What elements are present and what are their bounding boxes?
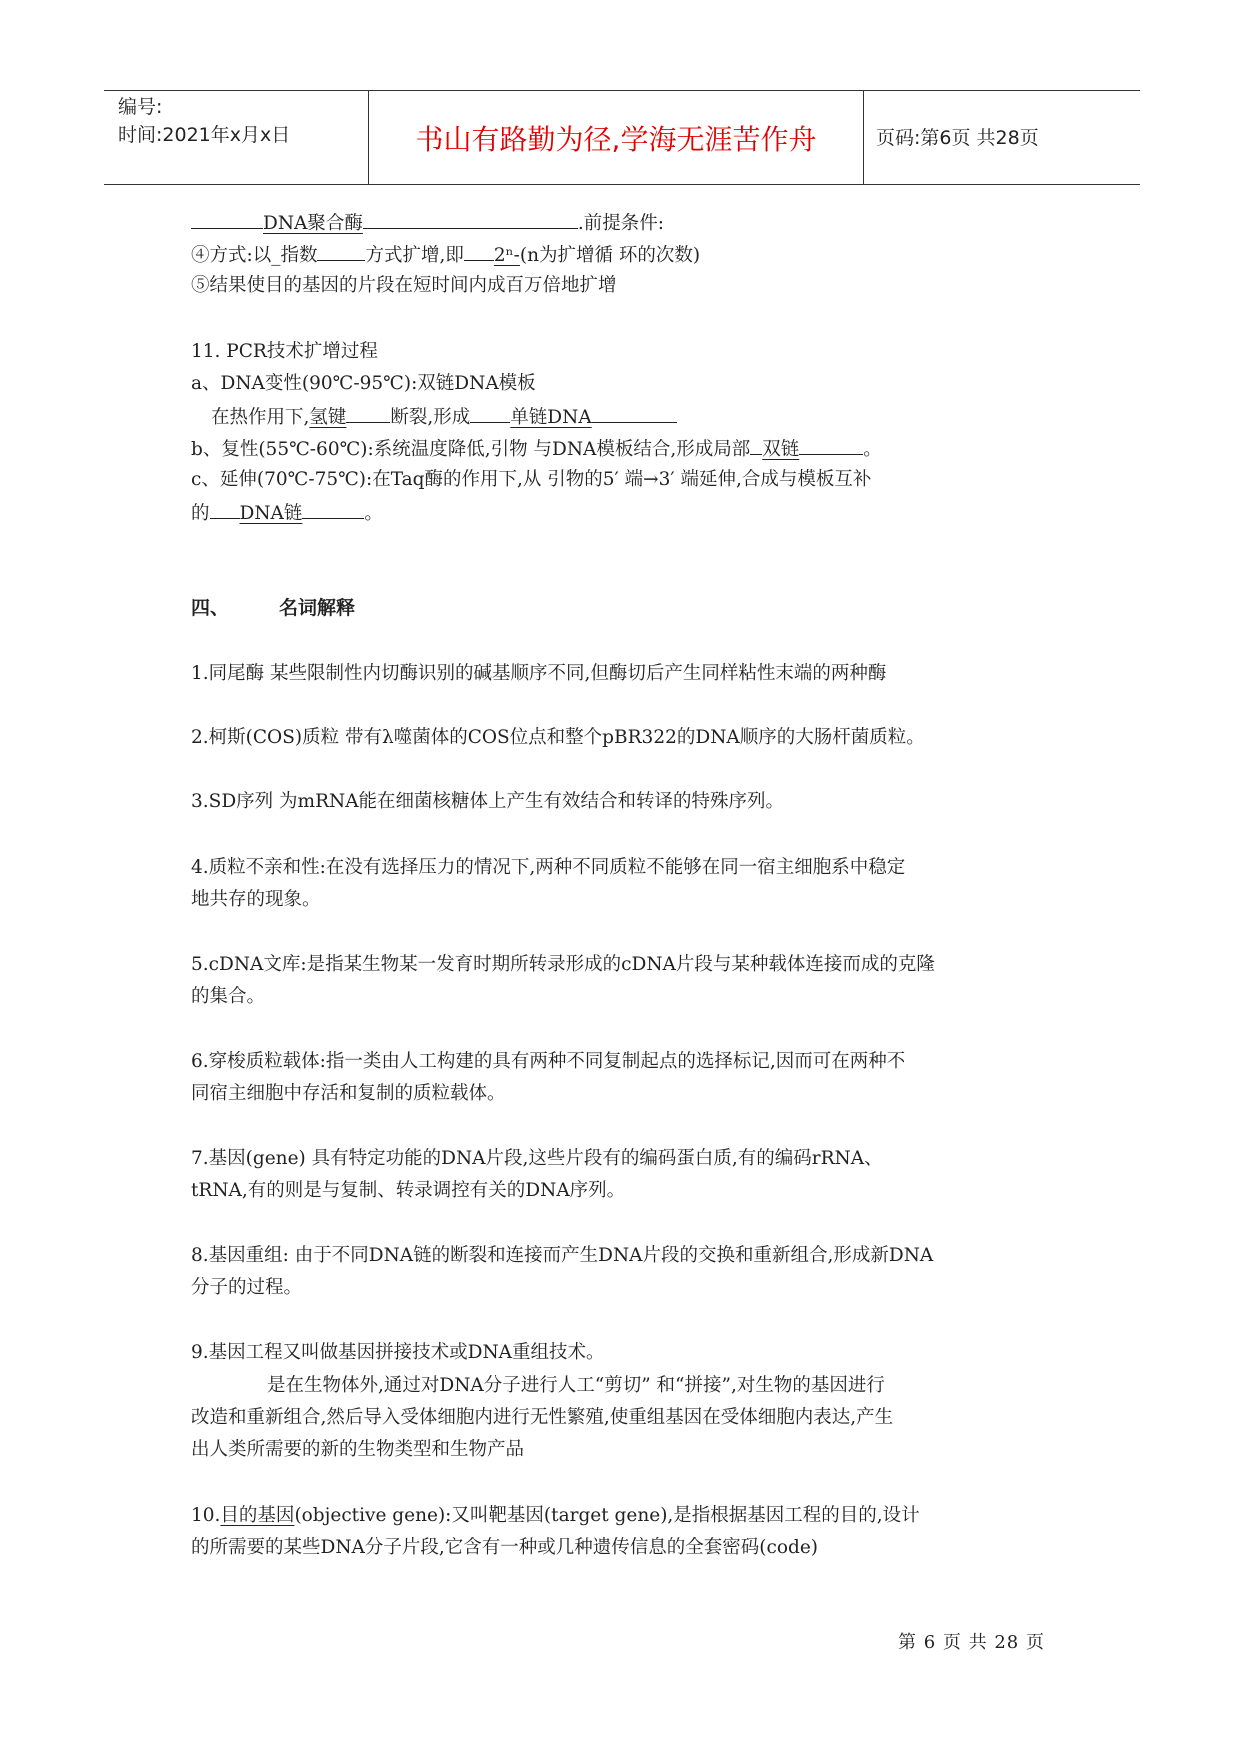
pcr-step-c-cont: 的 DNA链 。 [191,500,383,526]
number-label: 编号: [118,96,163,118]
term-9-line1: 9.基因工程又叫做基因拼接技术或DNA重组技术。 [191,1342,605,1363]
term-10-line1: 10.目的基因(objective gene):又叫靶基因(target gene),是指根据基因工程的目的,设计 [191,1505,920,1526]
header-right-cell [864,91,1140,184]
pcr-step-a: a、DNA变性(90℃-95℃):双链DNA模板 [191,373,536,394]
term-6-line2: 同宿主细胞中存活和复制的质粒载体。 [191,1083,506,1104]
section-heading [191,596,355,620]
enzyme-line: DNA聚合酶 .前提条件: [191,210,664,236]
term-8-line1: 8.基因重组: 由于不同DNA链的断裂和连接而产生DNA片段的交换和重新组合,形成新DNA [191,1245,934,1266]
section-number: 四、 [191,597,230,619]
motto: 书山有路勤为径,学海无涯苦作舟 [415,122,817,156]
term-10-keyword: 目的基因 [220,1505,295,1526]
pcr-process-title: 11. PCR技术扩增过程 [191,341,378,362]
page-label: 页码:第6页 共28页 [876,126,1039,149]
time-label: 时间:2021年x月x日 [118,124,291,146]
mode-formula: 2ⁿ- [493,245,520,266]
term-4-line2: 地共存的现象。 [191,889,321,910]
term-10-line2: 的所需要的某些DNA分子片段,它含有一种或几种遗传信息的全套密码(code) [191,1537,818,1558]
term-5-line2: 的集合。 [191,986,266,1007]
mode-line: ④方式:以_指数 方式扩增,即 2ⁿ-(n为扩增循 环的次数) [191,242,700,268]
pcr-step-c: c、延伸(70℃-75℃):在Taq酶的作用下,从 引物的5′ 端→3′ 端延伸,合成与模板互补 [191,469,872,490]
term-9-line3: 改造和重新组合,然后导入受体细胞内进行无性繁殖,使重组基因在受体细胞内表达,产生 [191,1407,894,1428]
section-title: 名词解释 [279,597,356,619]
pcr-step-b: b、复性(55℃-60℃):系统温度降低,引物 与DNA模板结合,形成局部 双链 。 [191,436,882,462]
header-left-cell [104,91,369,184]
pcr-step-a-detail: 在热作用下,氢键 断裂,形成 单链DNA [211,404,677,430]
term-8-line2: 分子的过程。 [191,1277,303,1298]
term-9-line2: 是在生物体外,通过对DNA分子进行人工“剪切” 和“拼接”,对生物的基因进行 [267,1375,885,1396]
term-9-line4: 出人类所需要的新的生物类型和生物产品 [191,1439,525,1460]
term-7-line2: tRNA,有的则是与复制、转录调控有关的DNA序列。 [191,1180,626,1201]
term-3: 3.SD序列 为mRNA能在细菌核糖体上产生有效结合和转译的特殊序列。 [191,791,785,812]
term-6-line1: 6.穿梭质粒载体:指一类由人工构建的具有两种不同复制起点的选择标记,因而可在两种不 [191,1051,906,1072]
header-table [104,90,1140,185]
result-line: ⑤结果使目的基因的片段在短时间内成百万倍地扩增 [191,275,617,296]
term-2: 2.柯斯(COS)质粒 带有λ噬菌体的COS位点和整个pBR322的DNA顺序的大肠杆菌质粒。 [191,727,925,748]
term-7-line1: 7.基因(gene) 具有特定功能的DNA片段,这些片段有的编码蛋白质,有的编码rRNA、 [191,1148,883,1169]
header-center-cell [369,91,864,184]
term-5-line1: 5.cDNA文库:是指某生物某一发育时期所转录形成的cDNA片段与某种载体连接而成的克隆 [191,954,935,975]
page-footer: 第 6 页 共 28 页 [898,1632,1045,1653]
term-4-line1: 4.质粒不亲和性:在没有选择压力的情况下,两种不同质粒不能够在同一宿主细胞系中稳定 [191,857,906,878]
term-1: 1.同尾酶 某些限制性内切酶识别的碱基顺序不同,但酶切后产生同样粘性末端的两种酶 [191,663,887,684]
